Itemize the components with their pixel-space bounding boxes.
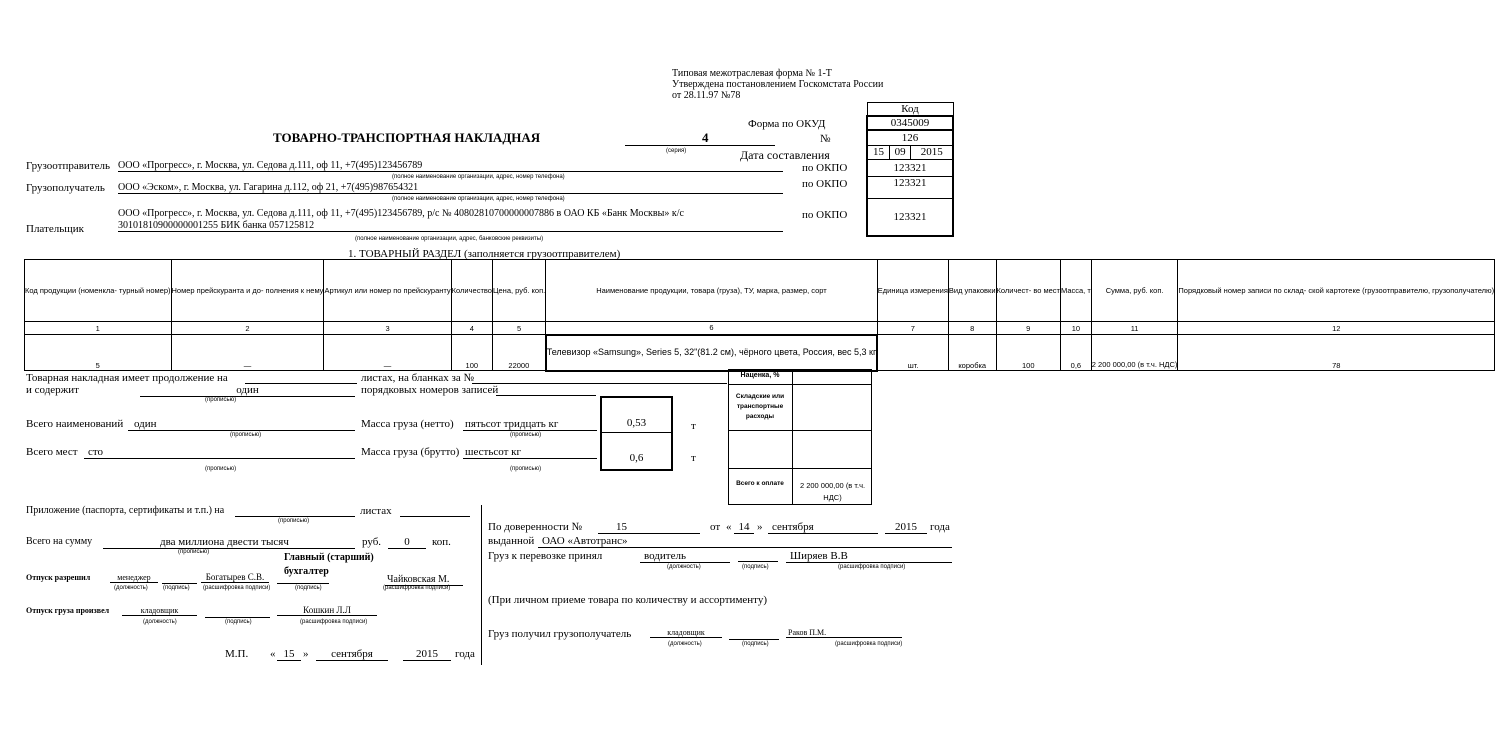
total-places-text: сто xyxy=(88,446,104,458)
kop-label: коп. xyxy=(432,536,451,548)
accountant-sign-line xyxy=(277,583,329,584)
proxy-quote-open: « xyxy=(726,521,732,533)
num-label: № xyxy=(820,133,831,145)
left-month: сентября xyxy=(316,648,388,661)
total-names-text: один xyxy=(134,418,157,430)
total-places-label: Всего мест xyxy=(26,446,78,458)
kop-value: 0 xyxy=(388,536,426,549)
table-cell: — xyxy=(324,335,451,371)
issued-value xyxy=(538,535,952,548)
propis-hint-3: (прописью) xyxy=(510,432,542,438)
sum-text: два миллиона двести тысяч xyxy=(160,536,289,548)
consignee-value: ООО «Эском», г. Москва, ул. Гагарина д.112, оф 21, +7(495)987654321 xyxy=(118,182,783,194)
proxy-day: 14 xyxy=(734,521,754,534)
proxy-number xyxy=(598,521,700,534)
table-cell: 22000 xyxy=(492,335,545,371)
attach-label: Приложение (паспорта, сертификаты и т.п.) на xyxy=(26,505,225,516)
proxy-quote-close: » xyxy=(757,521,763,533)
hint-sign-3: (подпись) xyxy=(225,619,252,625)
attach-sheets: листах xyxy=(360,505,392,517)
blanks-line xyxy=(472,383,727,384)
date-label: Дата составления xyxy=(740,148,830,162)
gross-value xyxy=(463,446,597,459)
table-cell: 0,6 xyxy=(1061,335,1092,371)
table-header-cell: Наименование продукции, товара (груза), ТУ, марка, размер, сорт xyxy=(546,260,878,322)
hint-position-1: (должность) xyxy=(114,585,148,591)
release-made-label: Отпуск груза произвел xyxy=(26,606,110,615)
proxy-year-label: года xyxy=(930,521,950,533)
accepted-position xyxy=(640,550,730,563)
consignee-label: Грузополучатель xyxy=(26,182,105,194)
gross-unit: т xyxy=(691,452,696,464)
gross-num: 0,6 xyxy=(629,452,644,464)
propis-hint-4: (прописью) xyxy=(205,466,237,472)
shipper-label: Грузоотправитель xyxy=(26,160,111,172)
totals-hdivider-3 xyxy=(728,468,872,469)
sheets-label: листах, на бланках за № xyxy=(361,372,474,384)
table-cell: 100 xyxy=(451,335,492,371)
hint-decode-1: (расшифровка подписи) xyxy=(203,585,271,591)
table-colnum-cell: 9 xyxy=(996,322,1060,335)
hint-sign-2: (подпись) xyxy=(295,585,322,591)
payer-label: Плательщик xyxy=(26,223,84,235)
received-name-text: Раков П.М. xyxy=(788,628,827,637)
propis-hint-7: (прописью) xyxy=(178,549,210,555)
table-colnum-cell: 1 xyxy=(25,322,172,335)
records-label: порядковых номеров записей xyxy=(361,384,499,396)
accountant-label: Главный (старший) бухгалтер xyxy=(284,552,374,577)
accepted-name xyxy=(786,550,952,563)
net-unit: т xyxy=(691,420,696,432)
hint-sign-5: (подпись) xyxy=(742,641,769,647)
continuation-label: Товарная накладная имеет продолжение на xyxy=(26,372,228,384)
accepted-sign-line xyxy=(738,561,778,562)
goods-table xyxy=(24,259,1495,372)
okud-label: Форма по ОКУД xyxy=(748,118,826,130)
totals-hdivider-2 xyxy=(728,430,872,431)
contains-label: и содержит xyxy=(26,384,79,396)
kod-header: Код xyxy=(867,103,953,117)
hint-position-4: (должность) xyxy=(668,641,702,647)
payer-value-1: ООО «Прогресс», г. Москва, ул. Седова д.111, оф 11, +7(495)123456789, р/с № 40802810700000007886 в ОАО КБ «Банк Москвы» к/с xyxy=(118,208,684,219)
table-colnum-cell: 6 xyxy=(546,322,878,335)
okpo-value-3: 123321 xyxy=(867,198,953,236)
shipper-value: ООО «Прогресс», г. Москва, ул. Седова д.111, оф 11, +7(495)123456789 xyxy=(118,160,783,172)
section1-title: 1. ТОВАРНЫЙ РАЗДЕЛ (заполняется грузоотправителем) xyxy=(348,248,621,260)
propis-hint-2: (прописью) xyxy=(230,432,262,438)
release-allowed-label: Отпуск разрешил xyxy=(26,573,91,582)
okud-value: 0345009 xyxy=(867,116,953,130)
table-header-row xyxy=(25,260,1495,322)
total-places-value xyxy=(84,446,355,459)
table-header-cell: Масса, т xyxy=(1061,260,1092,322)
okpo-value-2: 123321 xyxy=(867,176,953,198)
date-month: 09 xyxy=(889,145,911,159)
table-colnum-cell: 7 xyxy=(877,322,948,335)
document-title: ТОВАРНО-ТРАНСПОРТНАЯ НАКЛАДНАЯ xyxy=(273,130,541,145)
left-year: 2015 xyxy=(403,648,451,661)
records-line xyxy=(496,395,596,396)
propis-hint-5: (прописью) xyxy=(510,466,542,472)
received-position: кладовщик xyxy=(650,628,722,638)
net-value xyxy=(463,418,597,431)
hint-position-3: (должность) xyxy=(667,564,701,570)
table-colnum-cell: 4 xyxy=(451,322,492,335)
left-quote-open: « xyxy=(270,648,276,660)
table-header-cell: Единица измерения xyxy=(877,260,948,322)
issued-text: ОАО «Автотранс» xyxy=(542,535,628,547)
sum-value xyxy=(103,536,355,549)
payer-value-2: 30101810900000001255 БИК банка 057125812 xyxy=(118,220,783,232)
total-pay-value: 2 200 000,00 (в т.ч. НДС) xyxy=(799,481,866,502)
date-day: 15 xyxy=(867,145,889,159)
okpo-label-1: по ОКПО xyxy=(802,162,848,174)
release-sign-line xyxy=(162,583,197,584)
num-value: 126 xyxy=(867,130,953,145)
left-year-label: года xyxy=(455,648,475,660)
form-line-1: Типовая межотраслевая форма № 1-Т xyxy=(672,68,832,79)
markup-label: Наценка, % xyxy=(740,372,780,379)
contains-value: один xyxy=(140,384,355,397)
table-cell: коробка xyxy=(948,335,996,371)
gross-text: шестьсот кг xyxy=(465,446,521,458)
propis-hint-6: (прописью) xyxy=(278,518,310,524)
totals-hdivider-1 xyxy=(728,384,872,385)
received-label: Груз получил грузополучатель xyxy=(488,628,632,640)
table-colnum-cell: 10 xyxy=(1061,322,1092,335)
made-name: Кошкин Л.Л xyxy=(277,605,377,616)
table-colnum-cell: 2 xyxy=(171,322,324,335)
okpo-label-2: по ОКПО xyxy=(802,178,848,190)
table-colnum-cell: 3 xyxy=(324,322,451,335)
left-quote-close: » xyxy=(303,648,309,660)
mp-label: М.П. xyxy=(225,648,249,660)
left-day: 15 xyxy=(277,648,301,661)
table-header-cell: Цена, руб. коп. xyxy=(492,260,545,322)
okpo-value-1: 123321 xyxy=(867,159,953,176)
table-colnum-cell: 5 xyxy=(492,322,545,335)
gross-label: Масса груза (брутто) xyxy=(361,446,460,458)
mass-box-divider xyxy=(600,432,673,433)
propis-hint-1: (прописью) xyxy=(205,397,237,403)
table-header-cell: Артикул или номер по прейскуранту xyxy=(324,260,451,322)
table-header-cell: Количест- во мест xyxy=(996,260,1060,322)
total-pay-label: Всего к оплате xyxy=(736,480,784,487)
received-sign-line xyxy=(729,639,779,640)
table-cell: 2 200 000,00 (в т.ч. НДС) xyxy=(1091,335,1178,371)
issued-label: выданной xyxy=(488,535,535,547)
total-names-value xyxy=(128,418,355,431)
warehouse-label: Складские или транспортные расходы xyxy=(735,393,785,420)
rub-label: руб. xyxy=(362,536,382,548)
hint-position-2: (должность) xyxy=(143,619,177,625)
number-line xyxy=(625,145,775,146)
table-colnum-cell: 8 xyxy=(948,322,996,335)
hint-decode-5: (расшифровка подписи) xyxy=(835,641,903,647)
proxy-year: 2015 xyxy=(885,521,927,534)
release-position: менеджер xyxy=(110,573,158,583)
made-position: кладовщик xyxy=(122,606,197,616)
table-header-cell: Код продукции (номенкла- турный номер) xyxy=(25,260,172,322)
table-row xyxy=(25,335,1495,371)
table-cell: 100 xyxy=(996,335,1060,371)
document-number: 4 xyxy=(702,130,709,145)
made-sign-line xyxy=(205,617,270,618)
table-colnum-row xyxy=(25,322,1495,335)
accepted-label: Груз к перевозке принял xyxy=(488,550,603,562)
form-line-2: Утверждена постановлением Госкомстата России xyxy=(672,79,884,90)
accepted-name-text: Ширяев В.В xyxy=(790,550,848,562)
proxy-month xyxy=(768,521,878,534)
codes-table xyxy=(866,102,954,237)
proxy-from: от xyxy=(710,521,721,533)
series-hint: (серия) xyxy=(666,148,687,154)
shipper-hint: (полное наименование организации, адрес, номер телефона) xyxy=(392,174,565,180)
date-year: 2015 xyxy=(911,145,953,159)
bottom-divider xyxy=(481,505,482,665)
hint-decode-3: (расшифровка подписи) xyxy=(300,619,368,625)
net-num: 0,53 xyxy=(626,417,647,429)
hint-sign-1: (подпись) xyxy=(163,585,190,591)
accepted-position-text: водитель xyxy=(644,550,686,562)
attach-sheets-line xyxy=(400,516,470,517)
okpo-label-3: по ОКПО xyxy=(802,209,848,221)
table-colnum-cell: 11 xyxy=(1091,322,1178,335)
proxy-number-text: 15 xyxy=(616,521,627,533)
table-header-cell: Вид упаковки xyxy=(948,260,996,322)
consignee-hint: (полное наименование организации, адрес, номер телефона) xyxy=(392,196,565,202)
accountant-name-text: Чайковская М. xyxy=(387,574,450,585)
proxy-label: По доверенности № xyxy=(488,521,583,533)
hint-sign-4: (подпись) xyxy=(742,564,769,570)
table-cell: 5 xyxy=(25,335,172,371)
payer-hint: (полное наименование организации, адрес, банковские реквизиты) xyxy=(355,236,544,242)
table-cell: 78 xyxy=(1178,335,1495,371)
proxy-month-text: сентября xyxy=(772,521,814,533)
hint-decode-4: (расшифровка подписи) xyxy=(838,564,906,570)
hint-decode-2: (расшифровка подписи) xyxy=(383,585,451,591)
table-colnum-cell: 12 xyxy=(1178,322,1495,335)
table-header-cell: Сумма, руб. коп. xyxy=(1091,260,1178,322)
received-name xyxy=(786,628,902,638)
form-type-info xyxy=(672,68,883,101)
attach-line xyxy=(235,516,355,517)
personal-receipt: (При личном приеме товара по количеству и ассортименту) xyxy=(488,594,768,606)
net-label: Масса груза (нетто) xyxy=(361,418,454,430)
table-cell: шт. xyxy=(877,335,948,371)
form-line-3: от 28.11.97 №78 xyxy=(672,90,741,101)
table-header-cell: Порядковый номер записи по склад- ской картотеке (грузоотправителю, грузополучателю) xyxy=(1178,260,1495,322)
table-cell: — xyxy=(171,335,324,371)
total-names-label: Всего наименований xyxy=(26,418,124,430)
release-name: Богатырев С.В. xyxy=(201,572,269,583)
table-header-cell: Количество xyxy=(451,260,492,322)
table-cell: Телевизор «Samsung», Series 5, 32"(81.2 см), чёрного цвета, Россия, вес 5,3 кг xyxy=(546,335,878,371)
net-text: пятьсот тридцать кг xyxy=(465,418,559,430)
sum-label: Всего на сумму xyxy=(26,536,93,547)
table-header-cell: Номер прейскуранта и до- полнения к нему xyxy=(171,260,324,322)
